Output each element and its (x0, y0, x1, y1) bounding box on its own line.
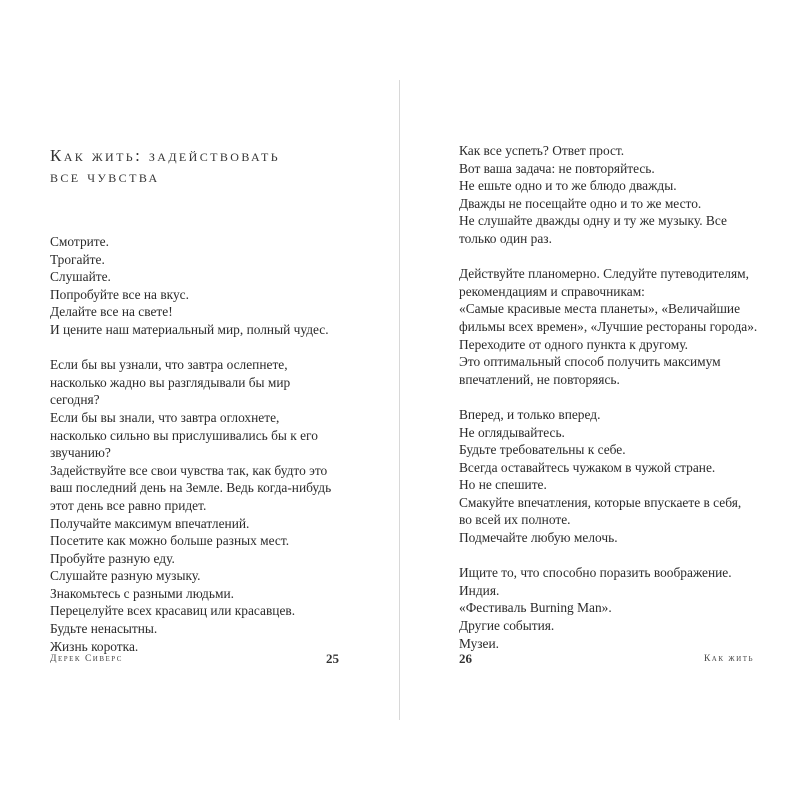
paragraph (459, 142, 757, 248)
footer-section-title: Как жить (703, 654, 754, 664)
text-line: Делайте все на свете! (50, 304, 173, 320)
text-line: сегодня? (50, 392, 100, 408)
text-line: впечатлений, не повторяясь. (459, 371, 620, 387)
paragraph (459, 406, 757, 547)
text-line: Пробуйте разную еду. (50, 550, 175, 566)
text-line: Получайте максимум впечатлений. (50, 515, 250, 531)
text-line: Дважды не посещайте одно и то же место. (459, 195, 702, 211)
text-line: Смакуйте впечатления, которые впускаете в себя, (459, 494, 742, 510)
chapter-title (50, 145, 280, 187)
text-line: Музеи. (459, 635, 500, 651)
text-line: насколько жадно вы разглядывали бы мир (50, 374, 291, 390)
text-line: Всегда оставайтесь чужаком в чужой стране. (459, 459, 716, 475)
text-line: насколько сильно вы прислушивались бы к его (50, 427, 318, 443)
paragraph (50, 356, 331, 655)
text-line: ваш последний день на Земле. Ведь когда-нибудь (50, 480, 332, 496)
text-line: Не ешьте одно и то же блюдо дважды. (459, 178, 677, 194)
page-number: 26 (459, 651, 472, 666)
text-line: И цените наш материальный мир, полный чудес. (50, 321, 329, 337)
text-line: Как все успеть? Ответ прост. (459, 143, 625, 158)
text-line: Подмечайте любую мелочь. (459, 530, 618, 546)
text-line: Действуйте планомерно. Следуйте путеводителям, (459, 266, 749, 282)
text-line: Переходите от одного пункта к другому. (459, 336, 688, 352)
text-line: «Самые красивые места планеты», «Величайшие (459, 301, 741, 317)
right-page (400, 0, 800, 800)
text-line: этот день все равно придет. (50, 497, 207, 513)
text-line: Не слушайте дважды одну и ту же музыку. Все (459, 213, 727, 229)
text-line: Знакомьтесь с разными людьми. (50, 585, 234, 601)
paragraph (459, 564, 757, 652)
text-line: Ищите то, что способно поразить воображение. (459, 565, 732, 581)
text-line: Задействуйте все свои чувства так, как будто это (50, 462, 328, 478)
text-line: Если бы вы знали, что завтра оглохнете, (50, 409, 280, 425)
right-body-text (459, 142, 757, 670)
text-line: Вперед, и только вперед. (459, 406, 601, 422)
text-line: Посетите как можно больше разных мест. (50, 533, 290, 549)
text-line: Трогайте. (50, 251, 105, 267)
page-number: 25 (326, 651, 339, 666)
text-line: только один раз. (459, 230, 552, 246)
text-line: Будьте ненасытны. (50, 621, 158, 637)
text-line: Попробуйте все на вкус. (50, 286, 189, 302)
text-line: звучанию? (50, 445, 111, 461)
text-line: Если бы вы узнали, что завтра ослепнете, (50, 357, 288, 373)
text-line: Вот ваша задача: не повторяйтесь. (459, 160, 655, 176)
text-line: Не оглядывайтесь. (459, 424, 565, 440)
text-line: Перецелуйте всех красавиц или красавцев. (50, 603, 296, 619)
text-line: Смотрите. (50, 234, 109, 249)
text-line: Будьте требовательны к себе. (459, 442, 626, 458)
title-line: все чувства (50, 167, 160, 186)
text-line: Слушайте разную музыку. (50, 568, 201, 584)
text-line: Жизнь коротка. (50, 638, 139, 654)
text-line: фильмы всех времен», «Лучшие рестораны города». (459, 318, 758, 334)
footer-author: Дерек Сиверс (50, 654, 123, 664)
text-line: во всей их полноте. (459, 512, 571, 528)
text-line: Но не спешите. (459, 477, 547, 493)
text-line: Слушайте. (50, 269, 111, 285)
text-line: Это оптимальный способ получить максимум (459, 354, 721, 370)
text-line: рекомендациям и справочникам: (459, 283, 645, 299)
paragraph (459, 265, 757, 388)
paragraph (50, 233, 331, 339)
title-line: Как жить: задействовать (50, 146, 281, 165)
text-line: Индия. (459, 582, 500, 598)
text-line: «Фестиваль Burning Man». (459, 600, 612, 616)
left-body-text (50, 233, 331, 673)
text-line: Другие события. (459, 618, 555, 634)
